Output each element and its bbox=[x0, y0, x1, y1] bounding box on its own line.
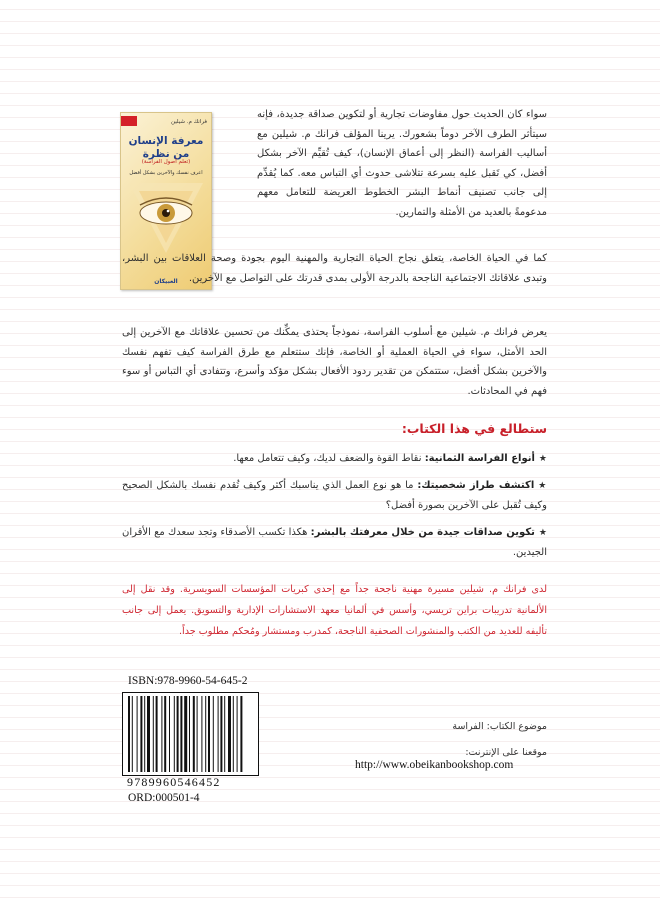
feature-title: أنواع الفراسة الثمانية: bbox=[424, 453, 535, 464]
feature-title: اكتشف طراز شخصيتك: bbox=[417, 480, 535, 491]
intro-paragraph-1: سواء كان الحديث حول مفاوضات تجارية أو لتكوين صداقة جديدة، فإنه سيتأثر الطرف الآخر دوماً بشعورك. يرينا المؤلف فرانك م. شيلين مع أساليب الفراسة (النظر إلى أعماق الإنسان)، كيف تُقيِّم الآخر بشكل أفضل، كي تَقبل عليه بسرعة تتلاشى حدوث أي التباس معه. كما يُقدِّم إلى جانب تصنيف أنماط البشر الخطوط العريضة للتعامل معهم مدعومةً بالعديد من الأمثلة والتمارين. bbox=[257, 109, 547, 218]
feature-item bbox=[122, 523, 547, 563]
isbn-label: ISBN:978-9960-54-645-2 bbox=[128, 675, 248, 687]
feature-title: تكوين صداقات جيدة من خلال معرفتك بالبشر: bbox=[310, 527, 535, 538]
star-bullet-icon: ★ bbox=[538, 454, 547, 464]
feature-text: ما هو نوع العمل الذي يناسبك أكثر وكيف تُقدم نفسك بالشكل الصحيح وكيف تُقبل على الآخرين بصورة أفضل؟ bbox=[122, 480, 547, 511]
intro-paragraph-2: كما في الحياة الخاصة، يتعلق نجاح الحياة التجارية والمهنية اليوم بجودة وصحة العلاقات بين البشر، وتبدى علاقاتك الاجتماعية الناجحة بالدرجة الأولى بمدى قدرتك على التواصل مع الآخرين. bbox=[122, 253, 547, 284]
features-heading: ستطالع في هذا الكتاب: bbox=[401, 421, 547, 436]
order-number: ORD:000501-4 bbox=[128, 792, 200, 804]
intro-paragraph-3: يعرض فرانك م. شيلين مع أسلوب الفراسة، نموذجاً يحتذى يمكِّنك من تحسين علاقاتك مع الآخرين إلى الحد الأمثل، سواء في الحياة العملية أو الخاصة، فإنك ستتعلم مع طرق الفراسة كيف تفهم نفسك والآخرين بشكل أفضل، ستتمكن من تقدير ردود الأفعال بشكل مؤكد وأسرع، وتتفادى أي التباس أو سوء فهم في المحادثات. bbox=[122, 327, 547, 397]
thumbnail-subtitle: (تعلم أصول الفراسة) bbox=[141, 159, 191, 165]
barcode-icon bbox=[122, 692, 259, 776]
book-subject: موضوع الكتاب: الفراسة bbox=[452, 721, 547, 732]
barcode-number: 9789960546452 bbox=[127, 775, 221, 789]
feature-item bbox=[122, 476, 547, 516]
star-bullet-icon: ★ bbox=[538, 528, 548, 538]
feature-text: نقاط القوة والضعف لديك، وكيف تتعامل معها. bbox=[233, 453, 425, 464]
thumbnail-tagline: اعرف نفسك والآخرين بشكل أفضل bbox=[129, 170, 203, 176]
author-bio: لدى فرانك م. شيلين مسيرة مهنية ناجحة جداً مع إحدى كبريات المؤسسات السويسرية. وقد نقل إلى الألمانية تدريبات براين تريسي، وأسس في ألمانيا معهد الاستشارات الإدارية والتسويق. يعمل إلى جانب تأليفه للعديد من الكتب والمنشورات الصحفية الناجحة، كمدرب ومستشار ومُحكم مطلوب جداً. bbox=[122, 584, 547, 637]
feature-text: هكذا تكسب الأصدقاء وتجد سعدك مع الأقران الجيدين. bbox=[122, 527, 547, 558]
star-bullet-icon: ★ bbox=[538, 481, 547, 491]
website-link[interactable]: http://www.obeikanbookshop.com bbox=[355, 759, 514, 771]
eye-illustration-icon bbox=[129, 183, 203, 253]
thumbnail-publisher: العبيكان bbox=[154, 278, 178, 285]
feature-item bbox=[122, 449, 547, 469]
red-ribbon bbox=[121, 116, 137, 126]
thumbnail-author: فرانك م. شيلين bbox=[171, 119, 207, 125]
website-label: موقعنا على الإنترنت: bbox=[465, 747, 547, 758]
thumbnail-title: معرفة الإنسان من نظرة bbox=[128, 135, 204, 160]
